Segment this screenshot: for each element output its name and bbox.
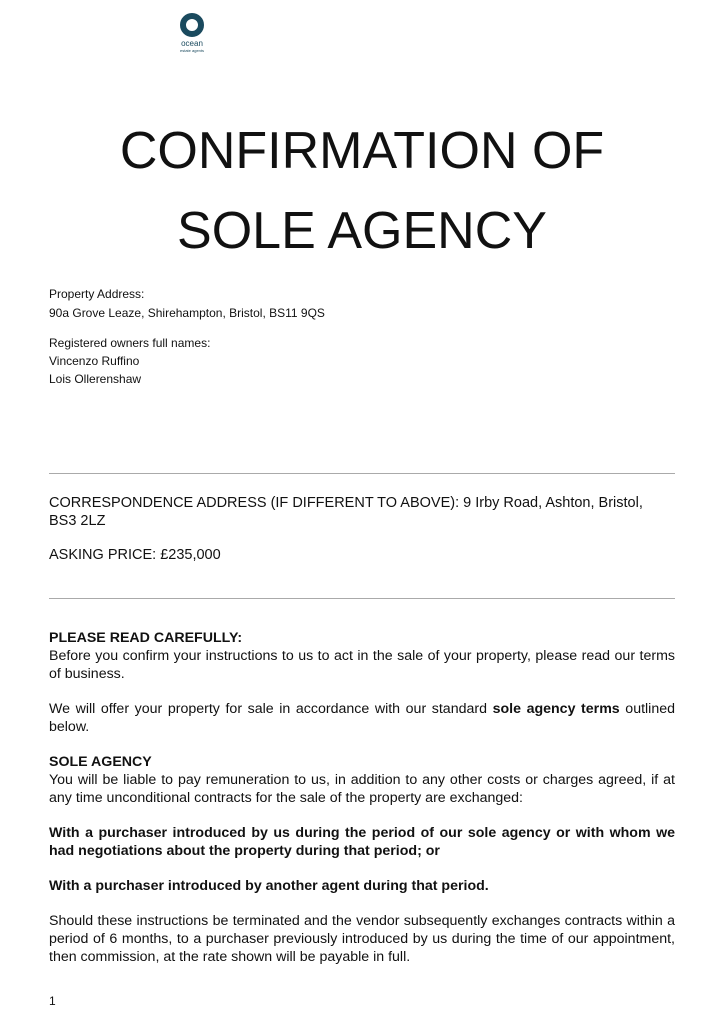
owners-label: Registered owners full names: [49, 336, 211, 350]
sole-agency-heading: SOLE AGENCY [49, 754, 152, 770]
logo-tagline: estate agents [179, 48, 205, 53]
correspondence-address [49, 494, 675, 530]
title-line-2: SOLE AGENCY [177, 202, 547, 260]
property-address-label: Property Address: [49, 287, 145, 301]
condition-1: With a purchaser introduced by us during the period of our sole agency or with whom we had negotiations about the property during that period; or [49, 825, 675, 859]
logo-word: ocean [181, 39, 203, 48]
correspondence-line-2: BS3 2LZ [49, 513, 106, 529]
page-number: 1 [49, 994, 56, 1008]
read-carefully-heading: PLEASE READ CAREFULLY: [49, 630, 243, 646]
read-carefully-text: Before you confirm your instructions to us to act in the sale of your property, please read our terms of business. [49, 648, 675, 682]
correspondence-line-1: CORRESPONDENCE ADDRESS (IF DIFFERENT TO ABOVE): 9 Irby Road, Ashton, Bristol, [49, 495, 643, 511]
offer-text-before: We will offer your property for sale in accordance with our standard [49, 701, 493, 717]
title-line-1: CONFIRMATION OF [119, 122, 605, 180]
company-logo [170, 12, 214, 53]
asking-price: ASKING PRICE: £235,000 [49, 547, 221, 563]
document-title [0, 111, 724, 271]
termination-paragraph: Should these instructions be terminated and the vendor subsequently exchanges contracts within a period of 6 months, to a purchaser previously introduced by us during the time of our appointment, then commission, at the rate shown will be payable in full. [49, 913, 675, 965]
offer-text-after: outlined below. [49, 701, 675, 735]
condition-2: With a purchaser introduced by another agent during that period. [49, 878, 489, 894]
owner-name-1: Vincenzo Ruffino [49, 354, 140, 368]
property-address: 90a Grove Leaze, Shirehampton, Bristol, BS11 9QS [49, 306, 325, 320]
terms-body [49, 629, 675, 983]
offer-paragraph [49, 700, 675, 736]
ocean-logo-icon [179, 12, 205, 38]
owner-name-2: Lois Ollerenshaw [49, 372, 142, 386]
divider-bottom [49, 598, 675, 599]
offer-text-bold: sole agency terms [492, 701, 620, 717]
divider-top [49, 473, 675, 474]
sole-agency-text: You will be liable to pay remuneration to us, in addition to any other costs or charges agreed, if at any time unconditional contracts for the sale of the property are exchanged: [49, 772, 675, 806]
